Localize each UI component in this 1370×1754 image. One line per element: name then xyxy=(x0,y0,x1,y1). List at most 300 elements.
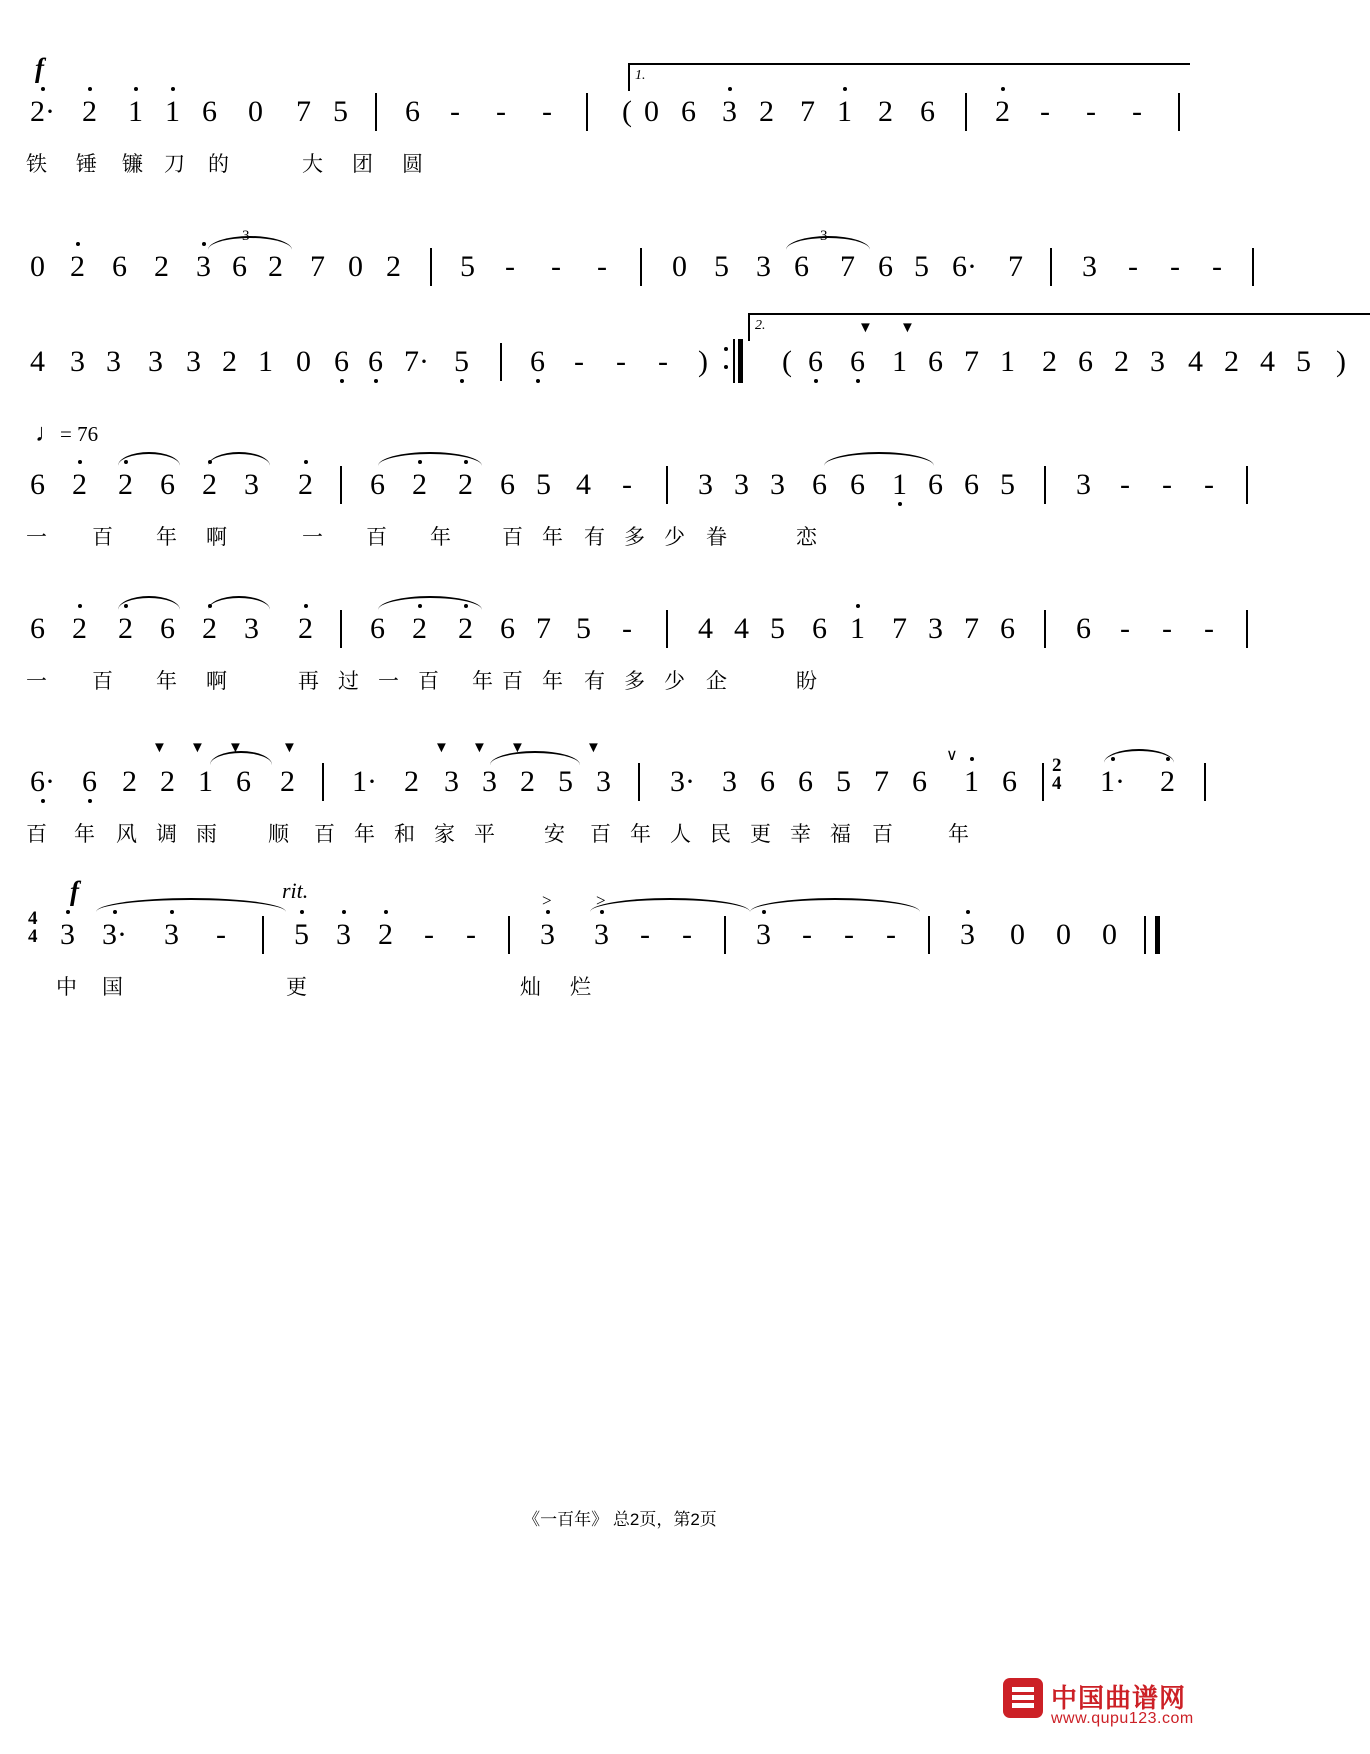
note-token: 7 xyxy=(536,612,551,645)
note-token: ( xyxy=(622,95,632,128)
note-token: 5 xyxy=(536,468,551,501)
breath-mark-6: ∨ xyxy=(946,747,958,764)
note-token: 1 xyxy=(850,612,865,645)
slur-5a xyxy=(118,596,180,610)
lyric-token: 再 xyxy=(298,670,320,693)
note-token: 6 xyxy=(812,612,827,645)
barline xyxy=(1044,466,1046,504)
note-row-3 xyxy=(30,345,1346,403)
barline xyxy=(1204,763,1206,801)
note-token: 3 xyxy=(1076,468,1091,501)
lyric-token: 风 xyxy=(116,823,138,846)
note-token: 7 xyxy=(892,612,907,645)
barline xyxy=(1178,93,1180,131)
meter-top: 2 xyxy=(1052,755,1062,776)
note-token: 3 xyxy=(594,918,609,951)
music-system-6 xyxy=(26,740,1210,857)
note-token: - xyxy=(1212,250,1222,283)
note-token: 5 xyxy=(576,612,591,645)
lyric-token: 家 xyxy=(434,823,456,846)
lyric-token: 平 xyxy=(474,823,496,846)
lyric-token: 国 xyxy=(102,976,124,999)
note-token: 5 xyxy=(460,250,475,283)
note-token: - xyxy=(1132,95,1142,128)
slur-6b xyxy=(490,751,580,765)
lyric-token: 年 xyxy=(156,526,178,549)
note-token: 3 xyxy=(540,918,555,951)
note-token: 7· xyxy=(404,345,429,378)
note-token: - xyxy=(216,918,226,951)
volta-label-2: 2. xyxy=(755,318,766,333)
lyric-token: 更 xyxy=(286,976,308,999)
lyric-token: 一 xyxy=(26,670,48,693)
barline xyxy=(322,763,324,801)
lyric-token: 铁 xyxy=(26,153,48,176)
note-token: 6 xyxy=(370,468,385,501)
dynamic-forte-1: f xyxy=(35,53,44,83)
wedge-6b: ▼ xyxy=(190,740,205,756)
note-token: 7 xyxy=(1008,250,1023,283)
note-token: - xyxy=(1204,612,1214,645)
barline xyxy=(965,93,967,131)
note-token: - xyxy=(1120,612,1130,645)
note-token: 6 xyxy=(368,345,383,378)
note-token: 4 xyxy=(698,612,713,645)
wedge-6e: ▼ xyxy=(434,740,449,756)
lyric-token: 少 xyxy=(664,670,686,693)
note-token: - xyxy=(616,345,626,378)
note-token: 6 xyxy=(794,250,809,283)
note-token: - xyxy=(1162,612,1172,645)
note-token: 2 xyxy=(458,612,473,645)
note-token: 3 xyxy=(106,345,121,378)
note-token: 3 xyxy=(60,918,75,951)
note-token: 3 xyxy=(196,250,211,283)
note-token: 7 xyxy=(874,765,889,798)
lyric-token: 年 xyxy=(948,823,970,846)
lyric-token: 百 xyxy=(92,670,114,693)
note-token: 2 xyxy=(118,468,133,501)
note-token: 5 xyxy=(333,95,348,128)
note-token: 2 xyxy=(118,612,133,645)
page-footer: 《一百年》 总2页，第2页 xyxy=(523,1510,717,1529)
note-token: 4 xyxy=(734,612,749,645)
note-token: 7 xyxy=(800,95,815,128)
note-token: 6 xyxy=(500,612,515,645)
barline xyxy=(508,916,510,954)
note-token: - xyxy=(496,95,506,128)
barline xyxy=(638,763,640,801)
note-token: 2 xyxy=(160,765,175,798)
lyric-token: 少 xyxy=(664,526,686,549)
lyric-token: 多 xyxy=(624,526,646,549)
lyric-token: 团 xyxy=(352,153,374,176)
volta-bracket-1 xyxy=(628,63,1190,91)
meter-bottom: 4 xyxy=(1052,773,1062,794)
note-token: 3 xyxy=(770,468,785,501)
note-token: 1 xyxy=(258,345,273,378)
note-token: 2 xyxy=(154,250,169,283)
note-token: ) xyxy=(1336,345,1346,378)
barline xyxy=(500,343,502,381)
note-token: - xyxy=(597,250,607,283)
note-token: 4 xyxy=(576,468,591,501)
note-token: 5 xyxy=(914,250,929,283)
logo-brand-text: 中国曲谱网 xyxy=(1051,1683,1187,1713)
barline xyxy=(1246,610,1248,648)
note-token: 0 xyxy=(248,95,263,128)
note-token: 5 xyxy=(836,765,851,798)
meter-bottom-2: 4 xyxy=(28,926,38,947)
note-token: - xyxy=(1040,95,1050,128)
note-token: 3 xyxy=(70,345,85,378)
note-token: 2 xyxy=(878,95,893,128)
note-token: 7 xyxy=(964,345,979,378)
note-token: - xyxy=(450,95,460,128)
note-token: 1· xyxy=(352,765,377,798)
note-token: 2 xyxy=(268,250,283,283)
note-token: - xyxy=(505,250,515,283)
note-token: 0 xyxy=(348,250,363,283)
note-token: 6 xyxy=(812,468,827,501)
wedge-6d: ▼ xyxy=(282,740,297,756)
note-token: 1 xyxy=(198,765,213,798)
note-token: 3 xyxy=(148,345,163,378)
note-token: - xyxy=(1128,250,1138,283)
note-row-2 xyxy=(30,250,1222,308)
note-token: 2 xyxy=(72,468,87,501)
lyric-row-6 xyxy=(26,823,1210,857)
note-token: 1 xyxy=(892,345,907,378)
volta-label-1: 1. xyxy=(635,68,646,83)
lyric-row-4 xyxy=(26,526,1210,560)
lyric-token: 百 xyxy=(314,823,336,846)
note-token: 2· xyxy=(30,95,55,128)
note-token: 6 xyxy=(928,345,943,378)
note-token: 7 xyxy=(296,95,311,128)
lyric-token: 过 xyxy=(338,670,360,693)
lyric-token: 安 xyxy=(544,823,566,846)
lyric-token: 年 xyxy=(430,526,452,549)
lyric-token: 企 xyxy=(706,670,728,693)
note-token: 4 xyxy=(1260,345,1275,378)
lyric-token: 的 xyxy=(208,153,230,176)
note-token: 6 xyxy=(681,95,696,128)
slur-4d xyxy=(824,452,934,466)
note-token: 1 xyxy=(964,765,979,798)
note-token: 1· xyxy=(1100,765,1125,798)
lyric-token: 年 xyxy=(74,823,96,846)
lyric-token: 百 xyxy=(872,823,894,846)
note-token: 2 xyxy=(280,765,295,798)
note-token: 2 xyxy=(759,95,774,128)
note-token: 0 xyxy=(672,250,687,283)
note-token: - xyxy=(1086,95,1096,128)
note-token: - xyxy=(466,918,476,951)
note-token: 4 xyxy=(30,345,45,378)
tempo-marking: ♩= 76 xyxy=(35,420,99,447)
dynamic-forte-2: f xyxy=(70,876,79,906)
note-token: 6 xyxy=(30,612,45,645)
note-token: 2 xyxy=(1042,345,1057,378)
note-token: 2 xyxy=(202,468,217,501)
lyric-token: 圆 xyxy=(402,153,424,176)
note-token: 3 xyxy=(734,468,749,501)
note-token: 6 xyxy=(798,765,813,798)
lyric-token: 多 xyxy=(624,670,646,693)
lyric-token: 雨 xyxy=(196,823,218,846)
note-token: - xyxy=(844,918,854,951)
lyric-token: 年 xyxy=(156,670,178,693)
barline xyxy=(640,248,642,286)
lyric-token: 锤 xyxy=(76,153,98,176)
note-token: 2 xyxy=(82,95,97,128)
music-system-5 xyxy=(26,612,1214,704)
note-token: 6 xyxy=(82,765,97,798)
note-token: 5 xyxy=(714,250,729,283)
lyric-token: 百 xyxy=(502,526,524,549)
note-token: 6 xyxy=(500,468,515,501)
lyric-token: 烂 xyxy=(570,976,592,999)
barline xyxy=(1050,248,1052,286)
note-token: 6 xyxy=(928,468,943,501)
note-token: - xyxy=(1170,250,1180,283)
triplet-slur-b xyxy=(786,236,870,250)
lyric-token: 刀 xyxy=(164,153,186,176)
lyric-token: 调 xyxy=(156,823,178,846)
lyric-token: 年 xyxy=(542,526,564,549)
slur-7b xyxy=(590,891,750,912)
note-token: 6 xyxy=(370,612,385,645)
note-token: 5 xyxy=(770,612,785,645)
barline xyxy=(1044,610,1046,648)
note-token: - xyxy=(424,918,434,951)
note-token: 6 xyxy=(1002,765,1017,798)
note-token: 2 xyxy=(298,468,313,501)
note-token: 3 xyxy=(756,250,771,283)
note-token: 2 xyxy=(202,612,217,645)
slur-6c xyxy=(1104,749,1174,763)
note-token: 2 xyxy=(72,612,87,645)
barline xyxy=(340,610,342,648)
lyric-token: 百 xyxy=(502,670,524,693)
note-token: 5 xyxy=(294,918,309,951)
note-token: 6 xyxy=(850,468,865,501)
music-system-7 xyxy=(28,876,1210,1010)
note-token: ( xyxy=(782,345,792,378)
note-row-5 xyxy=(30,612,1214,670)
note-token: 2 xyxy=(386,250,401,283)
note-token: 2 xyxy=(1160,765,1175,798)
note-token: 2 xyxy=(995,95,1010,128)
barline xyxy=(724,916,726,954)
note-token: 0 xyxy=(1056,918,1071,951)
lyric-token: 和 xyxy=(394,823,416,846)
note-token: - xyxy=(802,918,812,951)
note-token: 3 xyxy=(928,612,943,645)
note-token: 3 xyxy=(756,918,771,951)
note-token: 5 xyxy=(1000,468,1015,501)
note-token: 2 xyxy=(458,468,473,501)
note-token: 6 xyxy=(530,345,545,378)
lyric-token: 灿 xyxy=(520,976,542,999)
note-token: 0 xyxy=(644,95,659,128)
note-token: 2 xyxy=(122,765,137,798)
note-token: 6 xyxy=(202,95,217,128)
note-token: - xyxy=(1204,468,1214,501)
lyric-token: 福 xyxy=(830,823,852,846)
note-token: 3· xyxy=(102,918,127,951)
note-token: - xyxy=(886,918,896,951)
note-token: - xyxy=(551,250,561,283)
slur-4a xyxy=(118,452,180,466)
lyric-row-1 xyxy=(26,153,1210,187)
note-token: 2 xyxy=(222,345,237,378)
note-token: 6 xyxy=(405,95,420,128)
note-token: 3 xyxy=(244,612,259,645)
note-row-6 xyxy=(30,765,1210,823)
lyric-token: 民 xyxy=(710,823,732,846)
lyric-token: 年 xyxy=(354,823,376,846)
note-token: 3 xyxy=(698,468,713,501)
barline xyxy=(430,248,432,286)
music-system-1 xyxy=(26,53,1210,187)
note-token: 3 xyxy=(186,345,201,378)
note-token: 3 xyxy=(244,468,259,501)
wedge-6h: ▼ xyxy=(586,740,601,756)
lyric-token: 盼 xyxy=(796,670,818,693)
note-token: 6 xyxy=(920,95,935,128)
lyric-token: 幸 xyxy=(790,823,812,846)
note-token: 6 xyxy=(912,765,927,798)
tempo-value: = 76 xyxy=(60,422,99,446)
slur-5b xyxy=(208,596,270,610)
note-token: 6 xyxy=(112,250,127,283)
note-token: - xyxy=(682,918,692,951)
lyric-token: 一 xyxy=(26,526,48,549)
lyric-token: 人 xyxy=(670,823,692,846)
note-token: 5 xyxy=(1296,345,1311,378)
wedge-6f: ▼ xyxy=(472,740,487,756)
staccato-wedge-2: ▼ xyxy=(900,320,915,336)
note-token: 3 xyxy=(960,918,975,951)
lyric-token: 镰 xyxy=(122,153,144,176)
note-token: 6· xyxy=(30,765,55,798)
wedge-6g: ▼ xyxy=(510,740,525,756)
note-token: 1 xyxy=(165,95,180,128)
note-token: 1 xyxy=(837,95,852,128)
lyric-token: 年 xyxy=(472,670,494,693)
lyric-token: 更 xyxy=(750,823,772,846)
note-token: 6 xyxy=(760,765,775,798)
note-token: 6 xyxy=(160,468,175,501)
triplet-slur-a xyxy=(208,236,292,250)
barline xyxy=(340,466,342,504)
note-token: 2 xyxy=(378,918,393,951)
note-token: 3 xyxy=(164,918,179,951)
barline xyxy=(666,610,668,648)
note-token: 6 xyxy=(1078,345,1093,378)
note-token: 4 xyxy=(1188,345,1203,378)
note-token: 3· xyxy=(670,765,695,798)
note-token: 3 xyxy=(1150,345,1165,378)
note-token: 3 xyxy=(722,765,737,798)
note-token: 7 xyxy=(840,250,855,283)
lyric-token: 啊 xyxy=(206,526,228,549)
lyric-token: 有 xyxy=(584,670,606,693)
note-token: - xyxy=(622,468,632,501)
note-token: 2 xyxy=(1114,345,1129,378)
barline xyxy=(262,916,264,954)
note-token: - xyxy=(542,95,552,128)
note-token: 0 xyxy=(1010,918,1025,951)
note-token: 6 xyxy=(30,468,45,501)
note-token: 0 xyxy=(296,345,311,378)
note-row-4 xyxy=(30,468,1214,526)
slur-4b xyxy=(208,452,270,466)
note-token: 2 xyxy=(412,612,427,645)
barline xyxy=(666,466,668,504)
note-token: ) xyxy=(698,345,708,378)
logo-url-text: www.qupu123.com xyxy=(1051,1710,1194,1727)
lyric-row-3 xyxy=(30,403,1210,437)
lyric-token: 顺 xyxy=(268,823,290,846)
lyric-token: 年 xyxy=(630,823,652,846)
lyric-token: 大 xyxy=(302,153,324,176)
note-token: 1 xyxy=(128,95,143,128)
note-token: 3 xyxy=(1082,250,1097,283)
note-token: 6 xyxy=(1076,612,1091,645)
note-token: 7 xyxy=(310,250,325,283)
lyric-token: 一 xyxy=(378,670,400,693)
note-token: 2 xyxy=(298,612,313,645)
meter-top-2: 4 xyxy=(28,908,38,929)
note-token: 3 xyxy=(444,765,459,798)
lyric-token: 百 xyxy=(418,670,440,693)
lyric-row-5 xyxy=(26,670,1210,704)
note-token: - xyxy=(622,612,632,645)
slur-7a xyxy=(96,898,286,912)
lyric-token: 百 xyxy=(92,526,114,549)
note-token: 2 xyxy=(1224,345,1239,378)
accent-7b: > xyxy=(596,891,606,910)
music-system-3 xyxy=(30,318,1346,437)
note-token: 6 xyxy=(964,468,979,501)
barline xyxy=(375,93,377,131)
rit-marking: rit. xyxy=(282,878,309,903)
barline xyxy=(1042,763,1044,801)
logo-mark-icon xyxy=(1003,1678,1043,1718)
barline xyxy=(586,93,588,131)
accent-7a: > xyxy=(542,891,552,910)
barline xyxy=(928,916,930,954)
note-token: 2 xyxy=(520,765,535,798)
note-token: 3 xyxy=(336,918,351,951)
note-token: - xyxy=(1162,468,1172,501)
note-token: 6 xyxy=(850,345,865,378)
note-token: 5 xyxy=(558,765,573,798)
staccato-wedge-1: ▼ xyxy=(858,320,873,336)
note-token: 6 xyxy=(160,612,175,645)
lyric-row-7 xyxy=(30,976,1210,1010)
note-token: - xyxy=(640,918,650,951)
wedge-6c: ▼ xyxy=(228,740,243,756)
lyric-token: 眷 xyxy=(706,526,728,549)
note-token: 7 xyxy=(964,612,979,645)
note-token: 6 xyxy=(808,345,823,378)
note-token: - xyxy=(658,345,668,378)
slur-7c xyxy=(750,898,920,912)
